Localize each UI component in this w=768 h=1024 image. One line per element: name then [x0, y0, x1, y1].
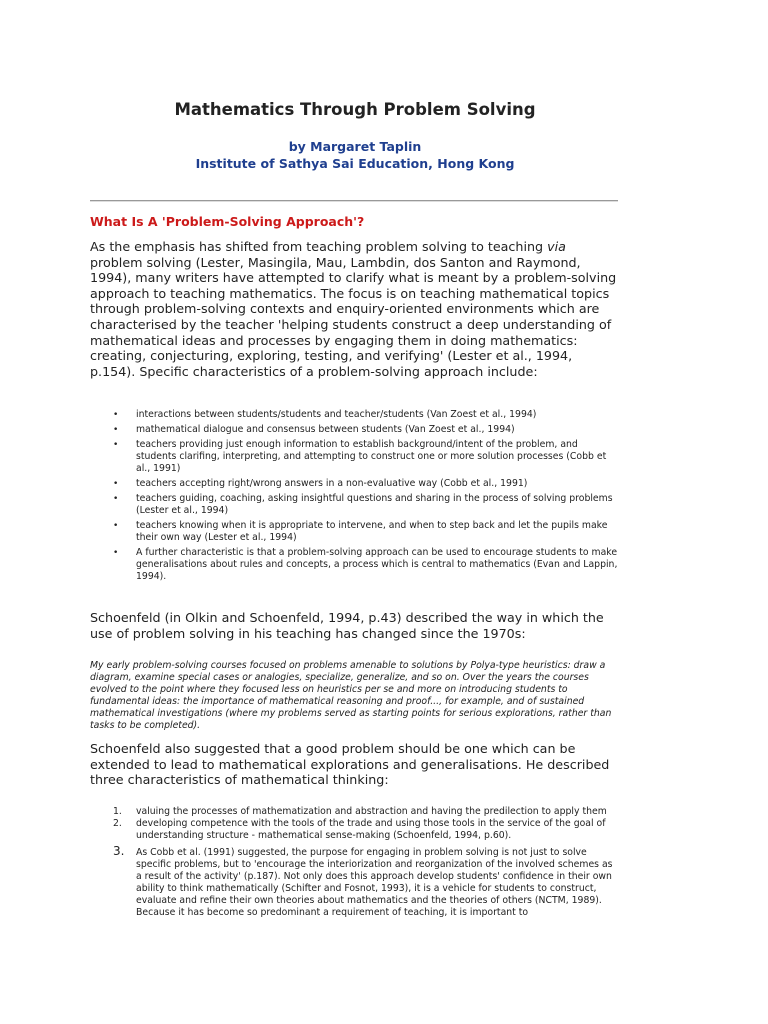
numbered-item	[90, 844, 618, 919]
numbered-item	[90, 818, 618, 842]
bullet-icon: •	[113, 440, 119, 450]
horizontal-divider	[90, 200, 618, 202]
schoenfeld-paragraph: Schoenfeld (in Olkin and Schoenfeld, 1994, p.43) described the way in which the use of problem solving in his teaching has changed since the 1970s:	[90, 610, 604, 641]
item-number: 2.	[113, 818, 122, 829]
list-item	[90, 409, 618, 421]
list-item-text: interactions between students/students and teacher/students (Van Zoest et al., 1994)	[136, 409, 537, 420]
list-item	[90, 478, 618, 490]
list-item-text: A further characteristic is that a problem-solving approach can be used to encourage students to make generalisations about rules and concepts, a process which is central to mathematics (Evan and Lappin, 1994).	[136, 547, 618, 582]
author-name: by Margaret Taplin	[288, 139, 422, 154]
document-title: Mathematics Through Problem Solving	[174, 100, 536, 119]
numbered-item-text: valuing the processes of mathematization and abstraction and having the predilection to apply them	[136, 806, 607, 817]
numbered-item	[90, 806, 618, 818]
list-item	[90, 439, 618, 475]
bullet-icon: •	[113, 494, 119, 504]
institution-name: Institute of Sathya Sai Education, Hong Kong	[195, 156, 515, 171]
intro-paragraph	[90, 239, 618, 379]
list-item	[90, 547, 618, 583]
numbered-item-text: As Cobb et al. (1991) suggested, the purpose for engaging in problem solving is not just to solve specific problems, but to 'encourage the interiorization and reorganization of the involved schemes as a result of the activity' (p.187). Not only does this approach develop students' confidence in their own ability to think mathematically (Schifter and Fosnot, 1993), it is a vehicle for students to construct, evaluate and refine their own theories about mathematics and the theories of others (NCTM, 1989). Because it has become so predominant a requirement of teaching, it is important to	[136, 847, 613, 918]
intro-text-a: As the emphasis has shifted from teaching problem solving to teaching	[90, 239, 548, 254]
intro-text-b: problem solving (Lester, Masingila, Mau, Lambdin, dos Santon and Raymond, 1994), many writers have attempted to clarify what is meant by a problem-solving approach to teaching mathematics. The focus is on teaching mathematical topics through problem-solving contexts and enquiry-oriented environments which are characterised by the teacher 'helping students construct a deep understanding of mathematical ideas and processes by engaging them in doing mathematics: creating, conjecturing, exploring, testing, and verifying' (Lester et al., 1994, p.154). Specific characteristics of a problem-solving approach include:	[90, 254, 617, 379]
bullet-icon: •	[113, 521, 119, 531]
list-item	[90, 520, 618, 544]
byline	[0, 138, 710, 172]
item-number: 1.	[113, 806, 122, 817]
list-item-text: teachers guiding, coaching, asking insightful questions and sharing in the process of solving problems (Lester et al., 1994)	[136, 493, 613, 516]
characteristics-list	[90, 409, 618, 586]
list-item	[90, 493, 618, 517]
item-number: 3.	[113, 844, 125, 858]
section-heading: What Is A 'Problem-Solving Approach'?	[90, 214, 365, 229]
bullet-icon: •	[113, 410, 119, 420]
bullet-icon: •	[113, 479, 119, 489]
list-item-text: teachers accepting right/wrong answers in a non-evaluative way (Cobb et al., 1991)	[136, 478, 528, 489]
numbered-item-text: developing competence with the tools of the trade and using those tools in the service of the goal of understanding structure - mathematical sense-making (Schoenfeld, 1994, p.60).	[136, 818, 606, 841]
list-item	[90, 424, 618, 436]
bullet-icon: •	[113, 548, 119, 558]
intro-text-via: via	[547, 239, 566, 254]
list-item-text: teachers knowing when it is appropriate to intervene, and when to step back and let the pupils make their own way (Lester et al., 1994)	[136, 520, 608, 543]
good-problem-paragraph: Schoenfeld also suggested that a good problem should be one which can be extended to lead to mathematical explorations and generalisations. He described three characteristics of mathematical thinking:	[90, 741, 610, 788]
list-item-text: mathematical dialogue and consensus between students (Van Zoest et al., 1994)	[136, 424, 515, 435]
list-item-text: teachers providing just enough information to establish background/intent of the problem, and students clarifing, interpreting, and attempting to construct one or more solution processes (Cobb et al., 1991)	[136, 439, 607, 474]
bullet-icon: •	[113, 425, 119, 435]
block-quote: My early problem-solving courses focused on problems amenable to solutions by Polya-type heuristics: draw a diagram, examine special cases or analogies, specialize, generalize, and so on. Over the years the courses evolved to the point where they focused less on heuristics per se and more on introducing students to fundamental ideas: the importance of mathematical reasoning and proof..., for example, and of sustained mathematical investigations (where my problems served as starting points for serious explorations, rather than tasks to be completed).	[90, 660, 612, 731]
thinking-characteristics-list	[90, 806, 618, 919]
